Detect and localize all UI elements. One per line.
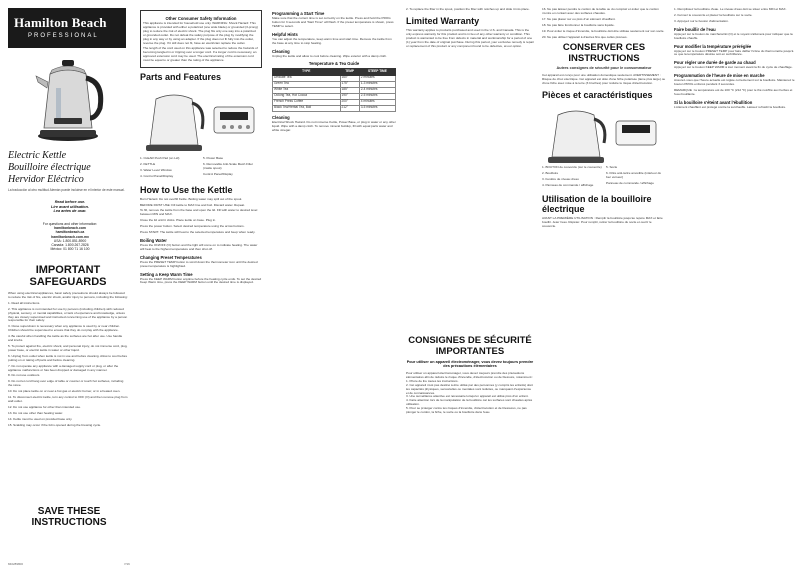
fr-text: 16. Ne pas laisser pendre le cordon de la table ou du comptoir et éviter que le cordon n'entre en contact avec des surfaces chaudes. [542,8,659,15]
helpful-hints-heading: Helpful Hints [272,31,298,37]
pieces-illustration [542,103,662,165]
cleaning-2-text: Electrical Shock Hazard. Do not immerse Kettle, Power Base, or plug in water or any other liquid. Wipe with a damp cloth. To remove mineral buildup, fill with equal parts water and white vinegar. [272,119,396,132]
changing-preset-heading: Changing Preset Temperatures [140,254,202,260]
fr-step: 2. Fermez le couvercle et placez la bouilloire sur le socle. [674,12,753,17]
table-cell: 1-3 minutes [359,81,395,87]
table-cell: 3-5 minutes [359,105,395,111]
fr-step: 1. Remplissez la bouilloire d'eau. Le niveau d'eau doit se situer entre MIN et MAX. [674,8,787,11]
document-code: 840289800 [8,562,24,566]
table-cell: 2-5 minutes [359,93,395,99]
title-fr: Bouilloire électrique [8,162,91,173]
piece-item: 2. Bouilloire [542,171,559,176]
fr-item: 19. Pour éviter le risque d'incendie, la bouilloire doit être utilisée seulement sur son socle. [542,28,665,33]
part-item: 4. Control Panel/Display [140,173,174,178]
table-cell: Delicate Tea [273,75,341,81]
remarque-text: REMARQUE : la température est de 100 °C (212 °F) pour le thé noir/thé aux herbes et l'eau bouillante. [674,88,793,96]
panneau-label: Panneau de commande / affichage [606,181,654,186]
programming-heading: Programming a Start Time [272,11,325,16]
column-4 [406,8,534,338]
consignes-list [406,372,534,558]
table-cell: White Tea [273,87,341,93]
brand-name: Hamilton Beach [14,15,107,30]
piece-item: 1. BOUTON de couvercle (sur le couvercle) [542,165,602,170]
site-1[interactable]: hamiltonbeach.com [54,226,86,231]
helpful-hints-text: You can adjust the temperature, keep warm time and start time. Remove the kettle from the base at any time to stop heating. [272,36,392,45]
cleaning-2-heading: Cleaning [272,114,290,120]
programmation-text: Assurez-vous que l'heure actuelle est réglée correctement sur la bouilloire. Maintenez le bouton PROG enfoncé pendant 3 secondes. [674,78,795,87]
keep-warm-text: Press the KEEP WARM button anytime before the heating cycle ends. To set the desired Keep Warm time, press the KEEP WARM button until the desired time is displayed. [140,276,262,285]
important-safeguards-heading: IMPORTANT SAFEGUARDS [29,264,107,288]
cover-titles [8,150,128,192]
step: Press the power button. Select desired temperature using the arrow buttons. [140,224,245,229]
part-item: 5. Power Base [203,155,224,160]
boiling-water-text: Press the ON/OFF (O) button and the light will come on to indicate heating. The water will heat to the highest temperature and then shut off. [140,242,258,251]
title-note: La traducción al otro multitud Alemán puede incluirse en el interior de este manual. [8,188,125,192]
table-header: TEMP [340,69,359,75]
boiling-water-heading: Boiling Water [140,237,167,243]
conserver-subheading: Autres consignes de sécurité pour le consommateur [556,66,652,71]
programmation-heading: Programmation de l'heure de mise en marche [674,73,765,79]
piece-item: 4. Panneau de commande / affichage [542,183,594,188]
part-item: 1. CLEAR Push Pad (on Lid) [140,155,180,160]
column-3 [272,8,396,566]
fr-step: 3. Appuyez sur le bouton d'alimentation. [674,18,729,23]
piece-item: 3. Fenêtre de niveau d'eau [542,177,579,182]
safeguard-item: 13. Do not use other than heating water. [8,410,64,415]
pieces-lists [542,166,666,190]
utilisation-heading: Utilisation de la bouilloire électrique [542,194,652,215]
parts-lists [140,157,262,181]
save-instructions-heading: SAVE THESE INSTRUCTIONS [31,506,107,528]
site-3[interactable]: hamiltonbeach.com.mx [51,234,89,239]
safeguard-item: 7. Do not operate any appliance with a damaged supply cord or plug, or after the appliance malfunctions or has been dropped or damaged in any manner. [8,363,119,372]
title-en: Electric Kettle [8,150,67,161]
safeguard-item: 6. Unplug from outlet when kettle is not in use and before cleaning. Allow to cool before putting on or taking off parts and before cleaning. [8,353,128,362]
step: Press START. The kettle will heat to the selected temperature and beep when ready. [140,230,256,235]
garde-chaud-heading: Pour régler une durée de garde au chaud [674,60,756,66]
table-cell: Oolong Tea, Hot Cocoa [273,93,341,99]
table-cell: Green Tea [273,81,341,87]
table-cell: 2 minutes [359,75,395,81]
burn-hazard: Burn Hazard. Do not overfill Kettle. Boiling water may spill out of the spout. [140,196,243,201]
consignes-subheading: Pour utiliser un appareil électroménager, vous devez toujours prendre des précautions élémentaires [406,360,534,369]
fr-item: 18. Ne pas faire fonctionner la bouilloire sans liquide. [542,22,615,27]
table-cell: 185° [340,87,359,93]
before-first-use: BEFORE FIRST USE: Fill kettle to MAX line and boil. Discard water. Repeat. [140,202,245,207]
document-date: 7/16 [124,562,130,566]
safeguard-item: 3. Close supervision is necessary when any appliance is used by or near children. Children should be supervised to ensure that they do not play with the appliance. [8,324,121,333]
cord-text: The length of the cord used on this appliance was selected to reduce the hazards of becoming tangled in or tripping over a longer cord. If a longer cord is necessary, an approved extension cord may be used. The electrical rating of the extension cord must be equal to or greater than the rating of the appliance. [143,46,258,63]
modifier-temp-heading: Pour modifier la température préréglée [674,43,752,49]
consumer-safety-text: This appliance is intended for household use only. WARNING: Shock Hazard: This appliance is provided with either a polarized (one wide blade) or grounded (3-prong) plug to reduce the risk of electric shock. The plug fits only one way into a polarized or grounded outlet. Do not defeat the safety purpose of the plug by modifying the plug in any way or by using an adapter. If the plug does not fit fully into the outlet, reverse the plug. If it still does not fit, have an electrician replace the outlet. [143,21,258,45]
safeguard-item: 15. Scalding may occur if the lid is opened during the brewing cycle. [8,422,102,427]
read-before-box [40,200,100,214]
fr-item: 20. Ne pas utiliser l'appareil à d'autres fins que celles prévues. [542,34,628,39]
fr-item: 1. Prière de lire toutes les instructions. [406,378,459,383]
phone-3: México: 01 800 71 16 100 [50,247,90,252]
fr-item: 17. Ne pas placer sur ou près d'un élément chauffant. [542,16,616,21]
kettle-illustration [30,52,108,144]
safeguard-item: 9. Do not let cord hang over edge of table or counter or touch hot surfaces, including the stove. [8,379,124,388]
pieces-heading: Pièces et caractéristiques [542,89,653,100]
consignes-heading: CONSIGNES DE SÉCURITÉ IMPORTANTES [408,335,532,357]
step: To fill, remove the kettle from the base and open the lid. Fill with water to desired level between MIN and MAX. [140,208,258,217]
table-header: TYPE [273,69,341,75]
step: Close the lid until it clicks. Place kettle on base. Plug in. [140,218,217,223]
faire-bouillir-text: Appuyez sur le bouton de marche/arrêt (O) et le voyant s'allumera pour indiquer que la bouilloire chauffe. [674,31,793,40]
part-item: 3. Water Level Window [140,167,172,172]
safeguard-item: 5. To protect against fire, electric shock, and personal injury, do not immerse cord, plug, power base, or electric kettle in water or other liquid. [8,343,128,352]
brand-line: PROFESSIONAL [28,33,99,39]
table-cell: 200° [340,99,359,105]
phone-2: Canada: 1.800.267.2826 [51,243,89,248]
faire-bouillir-heading: Faire bouillir de l'eau [674,26,716,32]
programming-text: Make sure that the current time is set correctly on the kettle. Press and hold the PROG button for 3 seconds and 'Start Timer' will flash. If the preset temperature is shown, press TEMP to select. [272,16,394,28]
safeguard-item: 1. Read all instructions. [8,300,41,305]
table-cell: French Press Coffee [273,99,341,105]
conserver-text: Cet appareil est conçu pour une utilisation domestique seulement. AVERTISSEMENT : Risque de choc électrique. Cet appareil est doté d'une fiche polarisée (lame plus large) ou d'une fiche avec mise à la terre (3 broches) pour réduire le risque d'électrocution. [542,72,666,85]
changing-preset-text: Press the PRESET TEMP button to scroll down the thermometer icon until the desired preset temperature is highlighted. [140,259,258,268]
safeguards-intro: When using electrical appliances, basic safety precautions should always be followed to reduce the risk of fire, electric shock, and/or injury to persons, including the following: [8,292,128,299]
read-before-fr: Lire avant utilisation. [51,204,89,209]
table-row [273,105,396,111]
keep-warm-heading: Setting a Keep Warm Time [140,271,193,277]
cleaning-text: Unplug the kettle and allow to cool before cleaning. Wipe exterior with a damp cloth. [272,53,387,58]
table-cell: 160° [340,75,359,81]
table-cell: 175° [340,81,359,87]
modifier-temp-text: Appuyez sur le bouton PRESET TEMP pour faire défiler l'icône du thermomètre jusqu'à ce que la température désirée soit en surbrillance. [674,48,794,57]
safeguards-list [8,292,128,429]
safeguard-item: 8. Do not use outdoors. [8,373,41,378]
fr-item: 3. Une surveillance attentive est nécessaire lorsqu'un appareil est utilisé près d'un enfant. [406,394,529,399]
part-item: 2. KETTLE [140,161,156,166]
title-es: Hervidor Eléctrico [8,174,84,185]
how-to-use-heading: How to Use the Kettle [140,184,233,195]
eteint-text: L'élément chauffant est protégé contre la surchauffe. Laissez refroidir la bouilloire. [674,104,787,109]
contact-info [32,222,108,251]
safeguard-item: 10. Do not place kettle on or near a hot gas or electric burner, or in a heated oven. [8,389,121,394]
tea-guide-table [272,68,396,111]
table-cell: 212° [340,105,359,111]
column-2 [140,8,262,566]
fr-item: 2. Cet appareil n'est pas destiné à être utilisé par des personnes (y compris les enfants) dont les capacités physiques, sensorielles ou mentales sont réduites, ou manquant d'expérience et de connaissances. [406,382,533,395]
fr-item: 4. Faire attention lors de la manipulation de la bouilloire car les surfaces sont chaudes après utilisation. [406,398,533,407]
read-before-es: Lea antes de usar. [53,209,87,214]
column-6 [674,8,796,566]
table-cell: 190° [340,93,359,99]
limited-warranty-heading: Limited Warranty [406,15,480,26]
fr-intro: Pour utiliser un appareil électroménager, vous devez toujours prendre des précautions élémentaires afin de réduire le risque d'incendie, d'électrocution ou de blessure, notamment : [406,372,534,379]
filter-replace-text: 2. To replace the filter in the spout, position the filter with notches up and slide it into place. [406,8,530,11]
brand-logo [8,8,126,48]
consumer-safety-box [140,10,262,68]
safeguard-item: 12. Do not use appliance for other than intended use. [8,404,81,409]
table-cell: 2-4 minutes [359,87,395,93]
table-cell: 4 minutes [359,99,395,105]
safeguard-item: 11. To disconnect electric kettle, turn any control to OFF (O) and then remove plug from wall outlet. [8,395,128,403]
site-2[interactable]: hamiltonbeach.ca [55,230,85,235]
consumer-safety-title: Other Consumer Safety Information [165,16,237,21]
part-item: 6. Removable Anti-Scale Mesh Filter (inside spout) [203,161,254,170]
limited-warranty-text: This warranty applies to products purchased and used in the U.S. and Canada. This is the only express warranty for this product and is in lieu of any other warranty or condition. This product is warranted to be free from defects in material and workmanship for a period of one (1) year from the date of original purchase. During this period, your exclusive remedy is repair or replacement of this product or any component found to be defective, at our option. [406,27,534,48]
piece-item: 6. Filtre anti-tartre amovible (intérieur du bec verseur) [606,171,662,180]
safeguard-item: 2. This appliance is not intended for use by persons (including children) with reduced physical, sensory, or mental capabilities, or lack of experience and knowledge, unless they are closely supervised and instructed concerning use of the appliance by a person responsible for their safety. [8,306,128,323]
eteint-heading: Si la bouilloire s'éteint avant l'ébullition [674,99,753,105]
column-5 [542,8,666,566]
table-header: STEEP TIME [359,69,395,75]
garde-chaud-text: Appuyez sur le bouton KEEP WARM à tout moment avant la fin du cycle de chauffage. [674,65,793,70]
control-panel-label: Control Panel/Display [203,171,233,176]
safeguard-item: 4. Be careful when handling the kettle as the surfaces are hot after use. Use handle and knobs. [8,334,123,343]
utilisation-text: AVANT LA PREMIÈRE UTILISATION : Remplir la bouilloire jusqu'au repère MAX et faire bouillir. Jeter l'eau. Répéter. Pour remplir, retirer la bouilloire du socle et ouvrir le couvercle. [542,216,663,228]
parts-illustration [140,85,260,155]
table-cell: Black Tea/Herbal Tea, Boil [273,105,341,111]
phone-1: USA: 1.800.851.8900 [53,238,87,243]
cleaning-heading: Cleaning [272,48,290,54]
fr-item: 5. Pour se protéger contre les risques d'incendie, d'électrocution et de blessures, ne pas plonger le cordon, la fiche, le socle ou la bouilloire dans l'eau. [406,406,527,415]
conserver-heading: CONSERVER CES INSTRUCTIONS [562,42,646,64]
safeguard-item: 14. Kettle must be used on provided base only. [8,416,73,421]
parts-heading: Parts and Features [140,72,222,83]
read-before-en: Read before use. [54,200,86,204]
questions-text: For questions and other information: [42,222,98,226]
piece-item: 5. Socle [606,165,618,170]
tea-guide-title: Temperature & Tea Guide [308,61,360,67]
